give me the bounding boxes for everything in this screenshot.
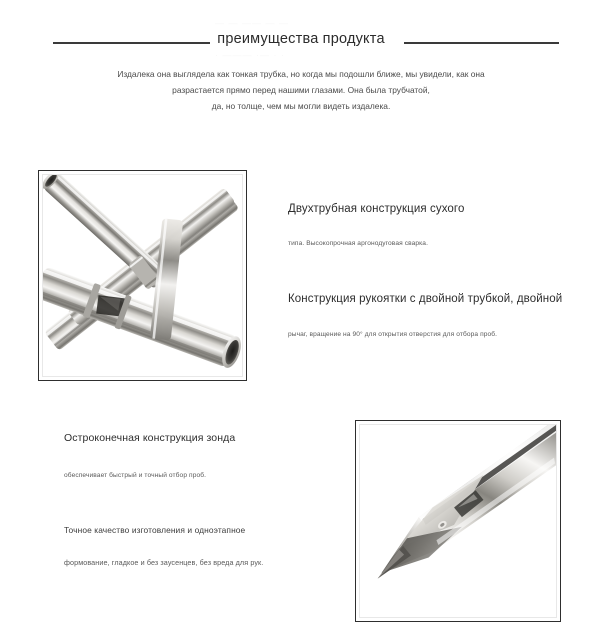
intro-paragraph [60, 66, 542, 114]
probe-tip-photo-frame [355, 420, 561, 622]
feature-1-heading: Двухтрубная конструкция сухого [288, 203, 465, 215]
cross-tube-photo-inner [42, 174, 243, 377]
faint-top-marks: — — —— — — [215, 18, 290, 27]
probe-tip-photo-inner [359, 424, 557, 618]
feature-2-subtext: рычаг, вращение на 90° для открытия отверстия для отбора проб. [288, 331, 498, 338]
intro-line-1: Издалека она выглядела как тонкая трубка, но когда мы подошли ближе, мы увидели, как она [117, 69, 485, 79]
cross-tube-photo [43, 175, 242, 376]
feature-3-subtext: обеспечивает быстрый и точный отбор проб. [64, 472, 207, 479]
feature-2-heading: Конструкция рукоятки с двойной трубкой, двойной [288, 293, 563, 305]
title-rule-right [404, 42, 559, 44]
page-title: преимущества продукта [217, 31, 385, 47]
feature-4-subtext: формование, гладкое и без заусенцев, без вреда для рук. [64, 558, 264, 567]
page-header [0, 0, 602, 62]
faint-bottom-marks: · ——— ·— · · [215, 50, 285, 59]
intro-line-3: да, но толще, чем мы могли видеть издалека. [211, 101, 391, 111]
feature-4-heading: Точное качество изготовления и одноэтапное [64, 525, 246, 535]
feature-3-heading: Остроконечная конструкция зонда [64, 432, 236, 444]
probe-tip-photo [360, 425, 556, 617]
intro-line-2: разрастается прямо перед нашими глазами. Она была трубчатой, [172, 85, 430, 95]
feature-1-subtext: типа. Высокопрочная аргонодуговая сварка. [288, 240, 428, 247]
cross-tube-photo-frame [38, 170, 247, 381]
